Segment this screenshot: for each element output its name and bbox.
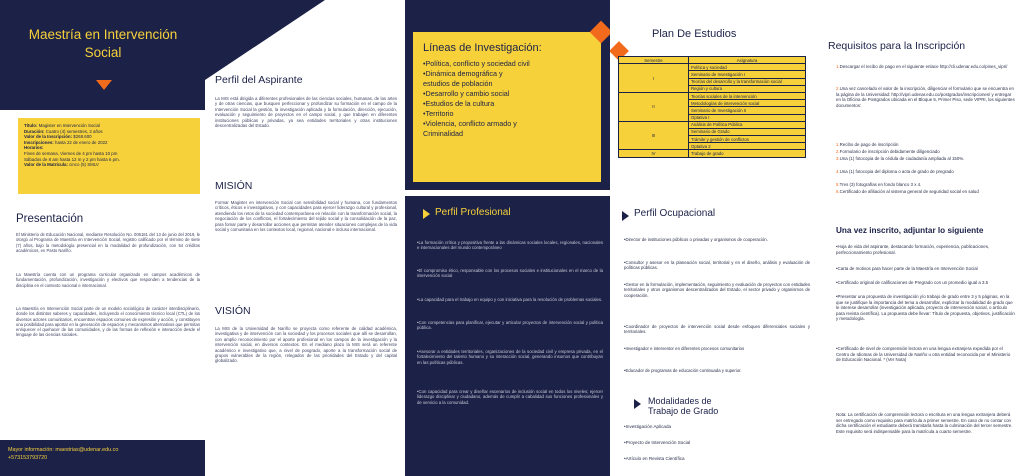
subject-cell: Optativa 2 [689, 143, 806, 150]
step-1-text: Descargar el recibo de pago en el siguiente enlace http://cli.udenar.edu.co/pines_vipri/ [839, 64, 1008, 69]
step-2 [836, 86, 1016, 108]
semester-cell: III [619, 121, 689, 150]
vision-title: VISIÓN [215, 305, 251, 317]
list-item: Criminalidad [423, 129, 463, 138]
document-text: Recibo de pago de inscripción [839, 142, 899, 147]
subject-cell: Seminario de Investigación I [689, 71, 806, 78]
list-item: •Educador de programas de educación continuada y superior. [624, 368, 742, 373]
list-item: •Estudios de la cultura [423, 99, 495, 108]
lineas-box [413, 32, 601, 182]
contact-phone: +573153793720 [8, 455, 48, 461]
perfil-aspirante-title: Perfil del Aspirante [215, 74, 303, 86]
panel-lineas-perfil [405, 0, 610, 476]
info-label: Título: [24, 123, 38, 128]
document-number: 5. [836, 182, 840, 187]
step-1 [836, 64, 1016, 70]
info-label: Duración: [24, 128, 45, 134]
list-item: •La formación crítica y propositiva frente a las dinámicas sociales locales, regionales, nacionales e internacionales del mundo contemporáneo [417, 240, 603, 251]
orange-triangle-icon [96, 80, 112, 90]
presentacion-paragraph-3: La Maestría en Intervención Social parte de un modelo sociológico de carácter interdisciplinario, donde los distintos saberes y capacidades, incluyendo el conocimiento técnico local (CTL) de los diversos actores comunitarios, encuentran espacios comunes de expresión y acción, y constituyen una posibilidad para aportar en la generación de espacios y mecanismos alternativos que permitan enriquecer el quehacer de las comunidades, y de las formas de reflexión e interacción desde el lenguaje de las ciencias sociales. [16, 306, 200, 338]
subject-cell: Seminario de Investigación II [689, 107, 806, 114]
semester-cell: I [619, 64, 689, 93]
modalidades-title-line1: Modalidades de [648, 396, 712, 406]
document-number: 4. [836, 169, 840, 174]
table-header-row [619, 57, 806, 64]
document-item [836, 149, 1016, 155]
arrow-right-icon [622, 211, 629, 221]
subject-cell: Teorías del desarrollo y la transformación social [689, 78, 806, 85]
info-label: Valor de la Matrícula: [24, 162, 68, 168]
document-item [836, 189, 1016, 195]
step-number: 1. [836, 64, 840, 69]
document-text: Una (1) fotocopia del diploma o acta de grado de pregrado [839, 169, 954, 174]
presentacion-title: Presentación [16, 213, 84, 225]
list-item: •Artículo en Revista Científica [624, 456, 685, 461]
list-item: •Hoja de vida del aspirante, destacando formación, experiencia, publicaciones, perfeccionamiento profesional. [836, 244, 990, 255]
subject-cell: Optativa I [689, 114, 806, 121]
info-value: Magister en Intervención Social [37, 123, 100, 128]
subject-cell: Trabajo de grado [689, 150, 806, 157]
document-text: Una (1) fotocopia de la cédula de ciudadanía ampliada al 150%. [839, 156, 965, 161]
plan-table-body [619, 64, 806, 157]
vision-text: La MIS de la Universidad de Nariño se proyecta como referente de calidad académica, investigativa y de intervención con la sociedad y los procesos sociales que allí se desarrollan, con amplio reconocimiento por el aporte profesional en los campos de la investigación y la intervención social, en diversos contextos. En el mediano plazo la MIS será un referente académico e investigativo que, a nivel de posgrado, aporte a la transformación social de grupos vulnerables de la región, relegados de las prioridades del Estado y del capital globalizado. [215, 326, 397, 364]
list-item: •Presentar una propuesta de investigación y/o trabajo de grado entre 3 y 5 páginas, en la que se justifique la importancia del tema a desarrollar, explicitar la modalidad de grado que le interese desarrollar (investigación aplicada, proyecto de intervención social, o artículo para revista científica). La propuesta debe llevar: Título de propuesta, objetivos, justificación y metodología. [836, 294, 1015, 321]
list-item: •Coordinador de proyectos de intervención social desde enfoques diferenciales sociales y territoriales. [624, 324, 810, 335]
list-item: •Con capacidad para crear y diseñar escenarios de inclusión social en todos los niveles; ejercer liderazgo disciplinar y ciudadano, además de cumplir a cabalidad sus funciones profesionales y de servicio a la comunidad. [417, 389, 603, 405]
step-number: 2. [836, 86, 840, 91]
list-item: •Desarrollo y cambio social [423, 89, 510, 98]
navy-corner-shape [205, 0, 325, 80]
list-item: •La capacidad para el trabajo en equipo y con iniciativa para la resolución de problemas sociales. [417, 297, 603, 302]
subject-cell: Trámite y gestión de conflictos [689, 136, 806, 143]
contact-footer [0, 440, 205, 476]
list-item: •Consultor y asesor en la planeación social, territorial y en el diseño, análisis y evaluación de políticas públicas. [624, 260, 810, 271]
document-number: 1. [836, 142, 840, 147]
list-item: estudios de población [423, 79, 493, 88]
list-item: •Director de instituciones públicos o privadas y organismos de cooperación. [624, 237, 768, 242]
list-item: •Dinámica demográfica y [423, 69, 503, 78]
adjuntar-title: Una vez inscrito, adjuntar lo siguiente [836, 226, 984, 235]
semester-cell: II [619, 92, 689, 121]
document-item [836, 169, 1016, 175]
list-item: •Certificado original de calificaciones de Pregrado con un promedio igual a 3.5 [836, 280, 989, 285]
panel-perfil-aspirante [205, 0, 405, 476]
info-value: Sábados de 8 am hasta 12 m y 2 pm hasta 6 pm. [24, 156, 120, 162]
info-label: Valor de la Inscripción: [24, 134, 73, 140]
plan-table [618, 56, 806, 158]
info-row [24, 162, 194, 168]
document-text: Formulario de inscripción debidamente diligenciado [839, 149, 940, 154]
nota-text: Nota: La certificación de comprensión lectora o escritura en una lengua extranjera deberá ser entregado como requisito para matrícula a primer semestre. En caso de no contar con dicha certificación el estudiante deberá tramitarla hasta la culminación del tercer semestre. Este requisito será indispensable para la matrícula a cuarto semestre. [836, 412, 1013, 434]
cover-title: Maestría en Intervención Social [28, 27, 178, 60]
table-row [619, 121, 806, 128]
info-label: Inscripciones: [24, 139, 54, 145]
document-item [836, 142, 1016, 148]
arrow-right-icon [634, 399, 641, 409]
panel-cover [0, 0, 205, 476]
list-item: •El compromiso ético, responsable con los procesos sociales e institucionales en el marco de la intervención social [417, 268, 603, 279]
info-label: Horarios: [24, 145, 44, 151]
subject-cell: Región y cultura [689, 85, 806, 92]
mision-title: MISIÓN [215, 180, 253, 192]
info-value: $268.600 [72, 134, 92, 140]
list-item: •Gestor en la formulación, implementación, seguimiento y evaluación de proyectos con entidades territoriales y otros organismos descentralizados del Estado, el sector privado y organismos de cooperación. [624, 282, 810, 298]
list-item: •Investigador e interventor en diferentes procesos comunitarios [624, 346, 745, 351]
table-row [619, 150, 806, 157]
document-number: 2. [836, 149, 840, 154]
presentacion-paragraph-2: La Maestría cuenta con un programa curricular organizado en campos académicos de fundamentación, profundización, investigación y electivos que responden a tendencias de la disciplina en el contexto nacional e internacional. [16, 272, 200, 288]
panel-plan-estudios [610, 0, 814, 476]
modalidades-title-line2: Trabajo de Grado [648, 406, 719, 416]
program-info-box [18, 118, 200, 194]
subject-cell: Seminario de Grado [689, 128, 806, 135]
perfil-aspirante-text: La MIS está dirigida a diferentes profesionales de las ciencias sociales, humanas, de las artes y de otras ciencias, que busquen perfeccionar y profundizar su formación en el campo de la Intervención Social la gestión, la investigación aplicada y la formulación, dirección, ejecución, evaluación y seguimiento de proyectos en el campo social, y que trabajen en diferentes instituciones públicas y privadas, ya sea entidades territoriales y otras instituciones descentralizadas del Estado. [215, 96, 397, 129]
cover-header [0, 0, 205, 110]
step-2-text: Una vez cancelado el valor de la inscripción, diligenciar el formulario que se encuentra en la página de la Universidad: http://vipri.udenar.edu.co/postgrados/inscripciones/ y entregar en la Oficina de Postgrados ubicada en el Bloque 5, Primer Piso, sede VIPRI, los siguientes documentos: [836, 86, 1015, 108]
panel-requisitos [814, 0, 1024, 476]
document-item [836, 182, 1016, 188]
header-asignatura: Asignatura [689, 57, 806, 64]
requisitos-title: Requisitos para la Inscripción [828, 40, 966, 52]
list-item: •Investigación Aplicada [624, 424, 672, 429]
document-number: 3. [836, 156, 840, 161]
info-value: hasta 22 de enero de 2022 [53, 139, 108, 145]
list-item: •Asesorar a entidades territoriales, organizaciones de la sociedad civil y empresa privada, en el fortalecimiento del talento humano y su interacción social, generando insumos que contribuyan en las políticas públicas. [417, 349, 603, 365]
list-item: •Con competencias para planificar, ejecutar y articular proyectos de intervención social y política pública. [417, 320, 603, 331]
list-item: •Política, conflicto y sociedad civil [423, 59, 530, 68]
arrow-right-icon [423, 209, 430, 219]
document-number: 6. [836, 189, 840, 194]
info-value: Fines de semana, Viernes de 4 pm hasta 10 pm [24, 150, 118, 156]
table-row [619, 64, 806, 71]
modalidades-title [648, 396, 718, 416]
contact-email: Mayor información: maestrias@udenar.edu.co [8, 447, 119, 453]
list-item: •Territorio [423, 109, 454, 118]
list-item: •Proyecto de Intervención Social [624, 440, 691, 445]
lineas-title: Líneas de Investigación: [423, 42, 542, 54]
subject-cell: Teorías sociales de la intervención [689, 92, 806, 99]
document-text: Certificado de afiliación al sistema general de seguridad social en salud [839, 189, 979, 194]
subject-cell: Política y sociedad [689, 64, 806, 71]
header-semestre: Semestre [619, 57, 689, 64]
subject-cell: Metodologías de intervención social [689, 100, 806, 107]
list-item: •Certificado de nivel de comprensión lectora en una lengua extranjera expedida por el Centro de Idiomas de la Universidad de Nariño u otra entidad reconocida por el Ministerio de Educación Nacional. * (Ver Nota) [836, 346, 1011, 362]
presentacion-paragraph-1: El Ministerio de Educación Nacional, mediante Resolución No. 006181 del 13 de junio del 2019, le otorgó al Programa de Maestría en Intervención Social, registro calificado por el término de siete (7) años, bajo la metodología presencial en la modalidad de profundización, con 54 créditos académicos, en Pasto Nariño. [16, 232, 200, 253]
table-row [619, 92, 806, 99]
list-item: •Violencia, conflicto armado y [423, 119, 517, 128]
perfil-ocupacional-title: Perfil Ocupacional [634, 208, 716, 219]
perfil-profesional-background [405, 196, 610, 476]
document-item [836, 156, 1016, 162]
info-value: Cuatro (4) semestres, 2 años [44, 128, 103, 134]
info-value: cinco (5) SMLV [67, 162, 99, 168]
perfil-profesional-title: Perfil Profesional [435, 207, 511, 218]
list-item: •Carta de motivos para hacer parte de la Maestría en Intervención Social [836, 266, 978, 271]
mision-text: Formar Magister en intervención Social con sensibilidad social y humana, con fundamentos críticos, éticos e investigativos, y con capacidades para ejercer liderazgo cultural y profesional, atendiendo los retos de la sociedad contemporánea en relación con la transformación social, la negociación de los conflictos, el fortalecimiento del tejido social y la consolidación de la paz, para fomar parte y desarrollar acciones que permitan atender situaciones complejas de la vida social y comunitaria en los contextos local, regional, nacional e incluso internacional. [215, 200, 397, 233]
subject-cell: Análisis de Política Pública [689, 121, 806, 128]
semester-cell: IV [619, 150, 689, 157]
plan-title: Plan De Estudios [652, 28, 737, 40]
document-text: Tres (3) fotografías en fondo blanco 3 x 4. [839, 182, 922, 187]
lineas-list [423, 59, 591, 139]
